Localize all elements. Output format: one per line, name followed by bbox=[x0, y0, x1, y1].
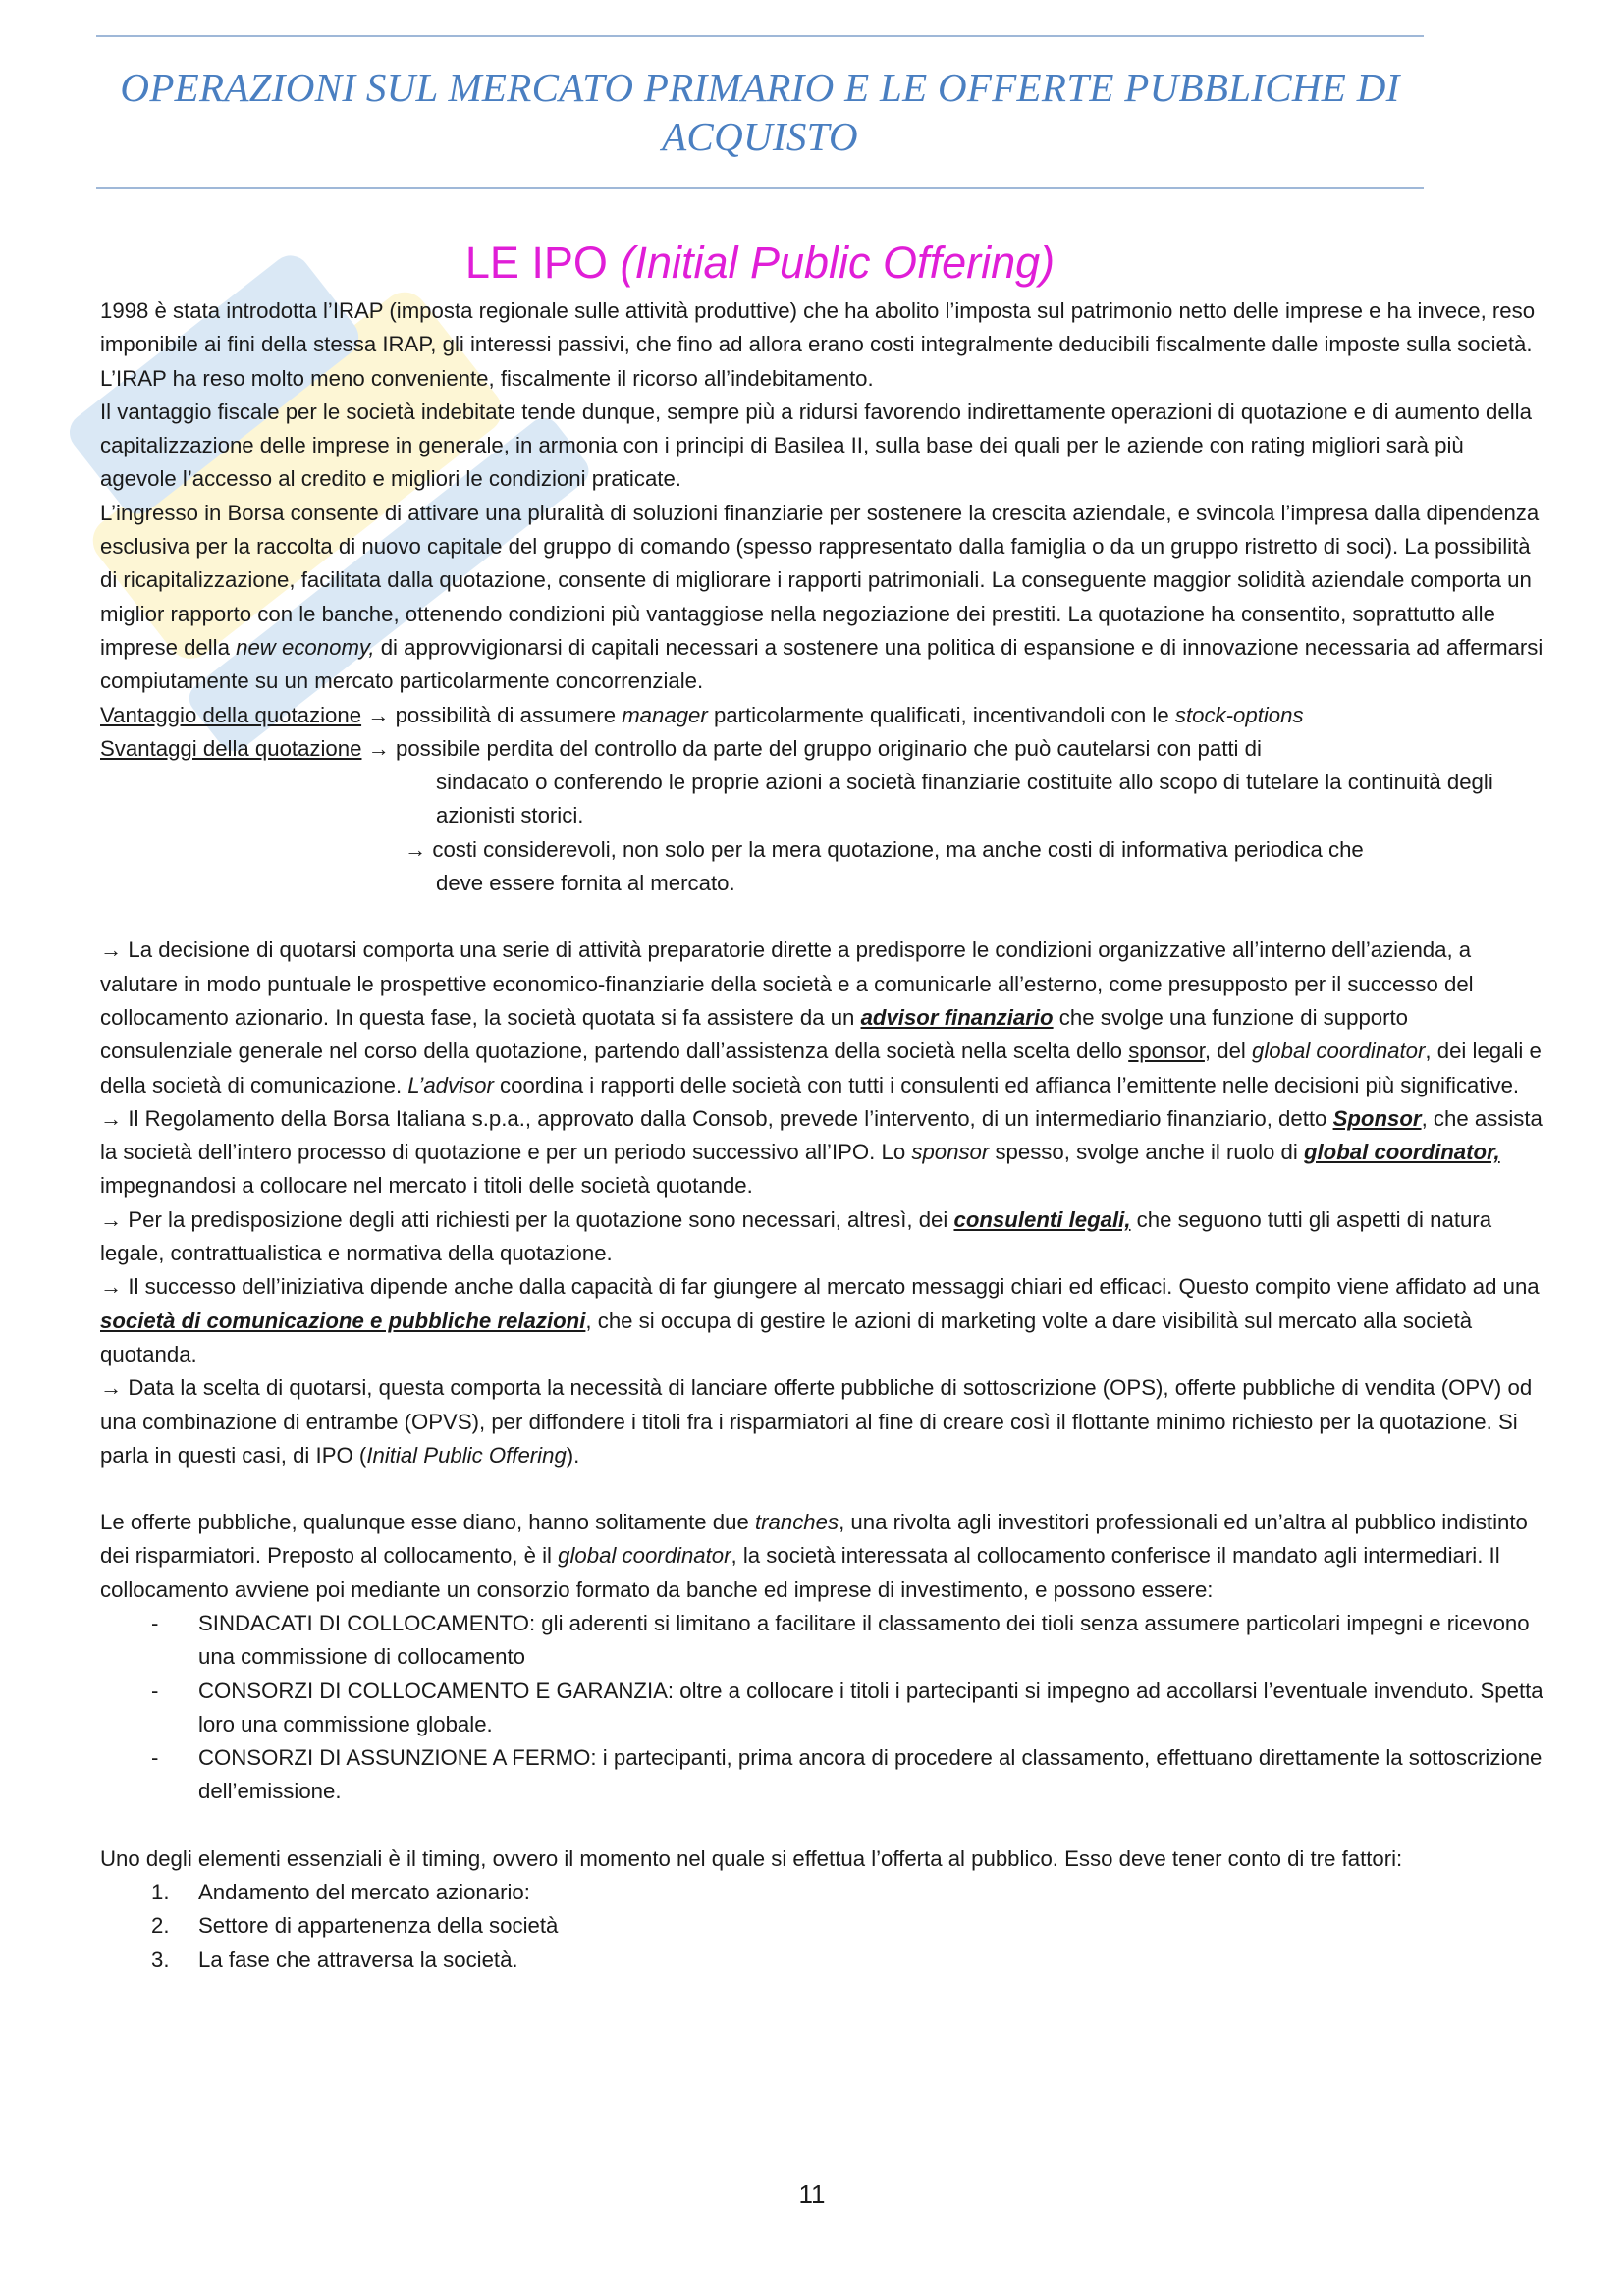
text-run: possibile perdita del controllo da parte del gruppo originario che può cautelarsi con patti di bbox=[389, 735, 1262, 761]
key-term: consulenti legali, bbox=[953, 1206, 1131, 1232]
key-term: sponsor bbox=[1128, 1039, 1205, 1064]
text-run: spesso, svolge anche il ruolo di bbox=[989, 1140, 1304, 1165]
disadvantage-line bbox=[100, 732, 1543, 766]
key-term: Sponsor bbox=[1332, 1105, 1422, 1131]
text-run: Le offerte pubbliche, qualunque esse diano, hanno solitamente due bbox=[100, 1510, 755, 1535]
bullet-decisione bbox=[100, 934, 1543, 1101]
text-run: Il Regolamento della Borsa Italiana s.p.a., approvato dalla Consob, prevede l’intervento, di un intermediario finanziario, detto bbox=[122, 1105, 1333, 1131]
spacer bbox=[100, 1472, 1543, 1506]
list-item-text: CONSORZI DI COLLOCAMENTO E GARANZIA: oltre a collocare i titoli i partecipanti si impegno ad accollarsi l’eventuale invenduto. Spetta loro una commissione globale. bbox=[198, 1678, 1543, 1736]
bullet-regolamento bbox=[100, 1102, 1543, 1203]
emphasis: stock-options bbox=[1174, 702, 1304, 727]
list-marker: - bbox=[151, 1610, 159, 1635]
list-item bbox=[100, 1909, 1543, 1943]
text-run: Il successo dell’iniziativa dipende anche dalla capacità di far giungere al mercato messaggi chiari ed efficaci. Questo compito viene affidato ad una bbox=[122, 1274, 1540, 1300]
key-term: società di comunicazione e pubbliche relazioni bbox=[100, 1308, 586, 1333]
bullet-offerte bbox=[100, 1371, 1543, 1472]
arrow-icon: → bbox=[405, 836, 427, 862]
text-run: Per la predisposizione degli atti richiesti per la quotazione sono necessari, altresì, dei bbox=[122, 1206, 954, 1232]
bullet-consulenti bbox=[100, 1203, 1543, 1271]
list-marker: - bbox=[151, 1745, 159, 1771]
spacer bbox=[100, 1809, 1543, 1842]
emphasis: global coordinator bbox=[1252, 1039, 1426, 1064]
list-item bbox=[100, 1876, 1543, 1909]
key-term: advisor finanziario bbox=[860, 1004, 1054, 1030]
list-item bbox=[100, 1675, 1543, 1742]
emphasis: global coordinator bbox=[558, 1543, 731, 1569]
page-header-title: OPERAZIONI SUL MERCATO PRIMARIO E LE OFFERTE PUBBLICHE DI ACQUISTO bbox=[120, 65, 1400, 159]
list-item-text: Settore di appartenenza della società bbox=[198, 1913, 559, 1939]
document-body bbox=[100, 294, 1543, 1977]
text-run: Data la scelta di quotarsi, questa comporta la necessità di lanciare offerte pubbliche di sottoscrizione (OPS), offerte pubbliche di vendita (OPV) od una combinazione di entrambe (OPVS), per diffondere i titoli fra i risparmiatori al fine di creare così il flottante minimo richiesto per la quotazione. Si parla in questi casi, di IPO ( bbox=[100, 1375, 1533, 1468]
paragraph-vantaggio-fiscale: Il vantaggio fiscale per le società indebitate tende dunque, sempre più a ridursi favorendo indirettamente operazioni di quotazione e di aumento della capitalizzazione delle imprese in generale, in armonia con i principi di Basilea II, sulla base dei quali per le aziende con rating migliori sarà più agevole l’accesso al credito e migliori le condizioni praticate. bbox=[100, 399, 1532, 492]
text-run: , che assista la società dell’intero processo di quotazione e per un periodo successivo all’IPO. Lo bbox=[100, 1105, 1543, 1165]
text-run: che svolge una funzione di supporto consulenziale generale nel corso della quotazione, partendo dall’assistenza della società nella scelta dello bbox=[100, 1004, 1409, 1064]
text-run: di approvvigionarsi di capitali necessari a sostenere una politica di espansione e di innovazione necessaria ad affermarsi compiutamente su un mercato particolarmente concorrenziale. bbox=[100, 634, 1543, 694]
list-item-text: La fase che attraversa la società. bbox=[198, 1947, 518, 1972]
text-run: , che si occupa di gestire le azioni di marketing volte a dare visibilità sul mercato alla società quotanda. bbox=[100, 1308, 1473, 1366]
list-item-text: SINDACATI DI COLLOCAMENTO: gli aderenti si limitano a facilitare il classamento dei tioli senza assumere particolari impegni e ricevono una commissione di collocamento bbox=[198, 1610, 1530, 1670]
text-run: ). bbox=[566, 1442, 580, 1468]
list-item bbox=[100, 1607, 1543, 1675]
page-number: 11 bbox=[798, 2179, 826, 2209]
header-bottom-rule bbox=[96, 187, 1424, 189]
arrow-icon: → bbox=[100, 1274, 123, 1300]
spacer bbox=[100, 900, 1543, 934]
list-item bbox=[100, 1741, 1543, 1809]
disadvantage-continuation: sindacato o conferendo le proprie azioni a società finanziarie costituite allo scopo di tutelare la continuità degli azionisti storici. bbox=[436, 770, 1493, 828]
text-run: coordina i rapporti delle società con tutti i consulenti ed affianca l’emittente nelle decisioni più significative. bbox=[493, 1072, 1520, 1097]
text-run: L’ingresso in Borsa consente di attivare una pluralità di soluzioni finanziarie per sostenere la crescita aziendale, e svincola l’impresa dalla dipendenza esclusiva per la raccolta di nuovo capitale del gruppo di comando (spesso rappresentato dalla famiglia o da un gruppo ristretto di soci). La possibilità di ricapitalizzazione, facilitata dalla quotazione, consente di migliorare i rapporti patrimoniali. La conseguente maggior solidità aziendale comporta un miglior rapporto con le banche, ottenendo condizioni più vantaggiose nella negoziazione dei prestiti. La quotazione ha consentito, soprattutto alle imprese della bbox=[100, 500, 1540, 660]
list-item-text: Andamento del mercato azionario: bbox=[198, 1880, 530, 1905]
list-item-text: CONSORZI DI ASSUNZIONE A FERMO: i partecipanti, prima ancora di procedere al classamento, effettuano direttamente la sottoscrizione dell’emissione. bbox=[198, 1745, 1543, 1804]
emphasis: manager bbox=[622, 702, 708, 727]
advantage-label: Vantaggio della quotazione bbox=[100, 702, 362, 727]
section-title-sub: (Initial Public Offering) bbox=[620, 238, 1056, 288]
list-marker: - bbox=[151, 1678, 159, 1703]
timing-factors-list bbox=[100, 1876, 1543, 1977]
emphasis: tranches bbox=[754, 1510, 839, 1535]
arrow-icon: → bbox=[100, 1375, 123, 1401]
paragraph-irap: 1998 è stata introdotta l’IRAP (imposta regionale sulle attività produttive) che ha abolito l’imposta sul patrimonio netto delle imprese e ha invece, reso imponibile ai fini della stessa IRAP, gli interessi passivi, che fino ad allora erano costi integralmente deducibili fiscalmente dalle imposte sulla società. L’IRAP ha reso molto meno conveniente, fiscalmente il ricorso all’indebitamento. bbox=[100, 298, 1536, 391]
list-marker: 2. bbox=[151, 1913, 170, 1939]
emphasis: L’advisor bbox=[407, 1072, 494, 1097]
list-marker: 3. bbox=[151, 1947, 170, 1972]
disadvantage-item-2 bbox=[100, 833, 1543, 867]
arrow-icon: → bbox=[100, 1206, 123, 1232]
section-title bbox=[96, 236, 1424, 291]
text-run: particolarmente qualificati, incentivandoli con le bbox=[707, 702, 1175, 727]
bullet-comunicazione bbox=[100, 1270, 1543, 1371]
key-term: global coordinator, bbox=[1303, 1140, 1500, 1165]
arrow-icon: → bbox=[100, 1105, 123, 1131]
text-run: che seguono tutti gli aspetti di natura legale, contrattualistica e normativa della quotazione. bbox=[100, 1206, 1492, 1266]
list-marker: 1. bbox=[151, 1880, 170, 1905]
text-run: La decisione di quotarsi comporta una serie di attività preparatorie dirette a predisporre le condizioni organizzative all’interno dell’azienda, a valutare in modo puntuale le prospettive economico-finanziarie della società e a comunicarle all’esterno, come presupposto per il successo del collocamento azionario. In questa fase, la società quotata si fa assistere da un bbox=[100, 937, 1474, 1030]
emphasis: sponsor bbox=[911, 1140, 990, 1165]
arrow-icon: → bbox=[367, 702, 390, 727]
text-run: , dei legali e della società di comunicazione. bbox=[100, 1039, 1542, 1097]
advantage-line bbox=[100, 699, 1543, 732]
emphasis: new economy, bbox=[236, 634, 375, 660]
text-run: , del bbox=[1204, 1039, 1253, 1064]
paragraph-offerte-pubbliche bbox=[100, 1506, 1543, 1607]
paragraph-timing: Uno degli elementi essenziali è il timing, ovvero il momento nel quale si effettua l’offerta al pubblico. Esso deve tener conto di tre fattori: bbox=[100, 1845, 1403, 1871]
arrow-icon: → bbox=[367, 735, 390, 761]
list-item bbox=[100, 1944, 1543, 1977]
arrow-icon: → bbox=[100, 937, 123, 963]
text-run: possibilità di assumere bbox=[389, 702, 623, 727]
text-run: impegnandosi a collocare nel mercato i titoli delle società quotande. bbox=[100, 1173, 753, 1199]
text-run: costi considerevoli, non solo per la mera quotazione, ma anche costi di informativa periodica che bbox=[426, 836, 1364, 862]
text-run: , una rivolta agli investitori professionali ed un’altra al pubblico indistinto dei risparmiatori. Preposto al collocamento, è il bbox=[100, 1510, 1528, 1569]
text-run: , la società interessata al collocamento conferisce il mandato agli intermediari. Il collocamento avviene poi mediante un consorzio formato da banche ed imprese di investimento, e possono essere: bbox=[100, 1543, 1500, 1602]
emphasis: Initial Public Offering bbox=[366, 1442, 567, 1468]
consortium-list bbox=[100, 1607, 1543, 1809]
paragraph-ingresso-borsa bbox=[100, 497, 1543, 699]
disadvantage-continuation: deve essere fornita al mercato. bbox=[436, 871, 735, 896]
disadvantage-label: Svantaggi della quotazione bbox=[100, 735, 362, 761]
section-title-main: LE IPO bbox=[464, 238, 621, 288]
header-top-rule bbox=[96, 35, 1424, 37]
